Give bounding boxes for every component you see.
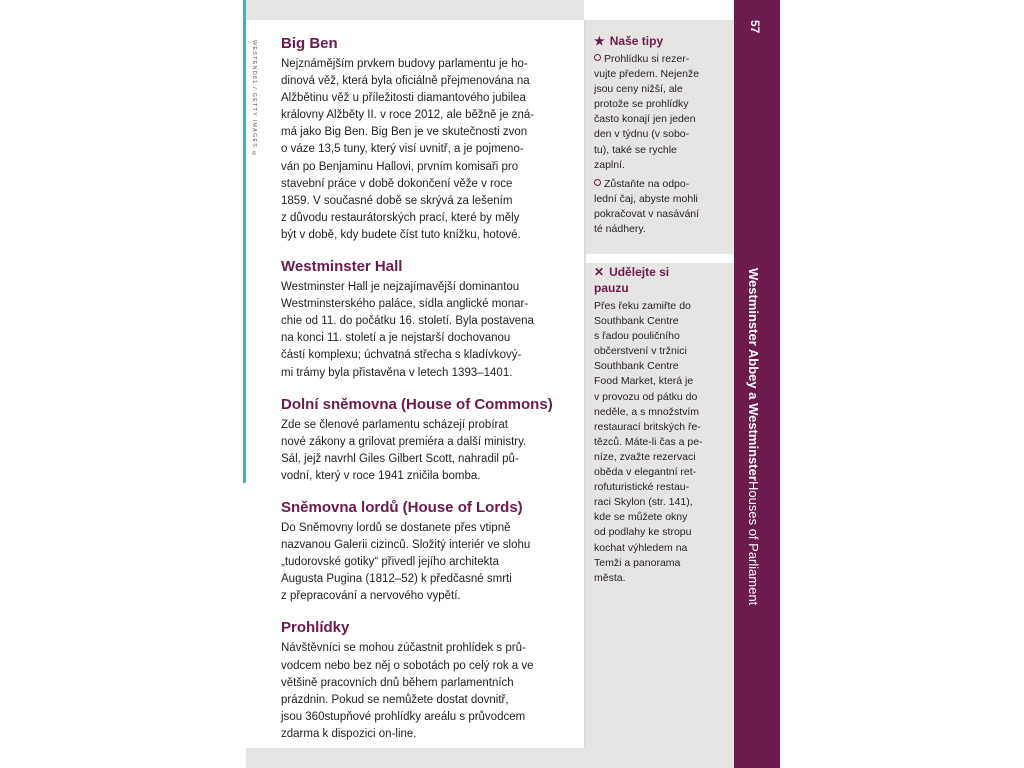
tips-box — [594, 33, 728, 241]
box-separator — [586, 254, 734, 263]
main-column — [281, 34, 581, 756]
page-number: 57 — [748, 20, 762, 34]
section-body — [281, 640, 581, 743]
text-line: lední čaj, abyste mohli — [594, 192, 698, 205]
running-header — [746, 268, 761, 605]
tip-item — [594, 177, 728, 237]
text-line: zdarma k dispozici on-line. — [281, 727, 417, 740]
text-line: rofuturistické restau- — [594, 481, 690, 494]
text-line: „tudorovské gotiky“ přivedl jejího architekta — [281, 556, 499, 569]
text-line: Nejznámějším prvkem budovy parlamentu je ho- — [281, 58, 528, 70]
text-line: má jako Big Ben. Big Ben je ve skutečnosti zvon — [281, 126, 528, 139]
text-line: jsou ceny nižší, ale — [594, 83, 683, 96]
text-line: Do Sněmovny lordů se dostanete přes vtipně — [281, 521, 511, 534]
text-line: prázdnin. Pokud se nemůžete dostat dovnitř, — [281, 693, 509, 706]
text-line: Augusta Pugina (1812–52) k předčasné smrti — [281, 573, 512, 586]
text-line: Southbank Centre — [594, 315, 679, 328]
text-line: den v týdnu (v sobo- — [594, 128, 690, 141]
text-line: chie od 11. do počátku 16. století. Byla postavena — [281, 315, 534, 328]
text-line: stavební práce v době dokončení věže v roce — [281, 177, 513, 190]
section-body — [281, 279, 581, 382]
text-line: nové zákony a grilovat premiéra a další ministry. — [281, 435, 527, 448]
section-heading: Dolní sněmovna (House of Commons) — [281, 395, 553, 413]
pause-text — [594, 299, 728, 586]
section-heading: Westminster Hall — [281, 258, 403, 276]
text-line: tu), také se rychle — [594, 143, 677, 156]
pause-box — [594, 264, 728, 590]
section-heading: Sněmovna lordů (House of Lords) — [281, 498, 523, 516]
text-line: 1859. V současné době se skrývá za lešením — [281, 194, 513, 207]
text-line: kochat výhledem na — [594, 541, 688, 554]
section-body — [281, 520, 581, 605]
text-line: Prohlídku si rezer- — [604, 53, 690, 65]
text-line: s řadou pouličního — [594, 330, 680, 343]
text-line: v provozu od pátku do — [594, 390, 698, 403]
section-body — [281, 417, 581, 485]
text-line: z důvodu restaurátorských prací, které by měly — [281, 211, 520, 224]
text-line: často konají jen jeden — [594, 113, 696, 126]
text-line: raci Skylon (str. 141), — [594, 496, 693, 509]
text-line: být v době, kdy budete číst tuto knížku, hotové. — [281, 228, 521, 241]
text-line: vujte předem. Nejenže — [594, 68, 700, 81]
text-line: tězců. Máte-li čas a pe- — [594, 435, 703, 448]
bullet-icon — [594, 54, 601, 61]
text-line: Westminsterského paláce, sídla anglické monar- — [281, 298, 529, 311]
text-line: Zůstaňte na odpo- — [604, 177, 690, 190]
text-line: té nádhery. — [594, 223, 646, 236]
tips-list — [594, 52, 728, 237]
text-line: Alžbětinu věž u příležitosti diamantového jubilea — [281, 92, 526, 105]
bullet-icon — [594, 179, 601, 186]
tip-item — [594, 52, 728, 173]
pause-heading — [594, 264, 728, 296]
tips-title: Naše tipy — [609, 34, 664, 48]
text-line: od podlahy ke stropu — [594, 526, 692, 539]
text-line: Temži a panorama — [594, 556, 681, 569]
text-line: Přes řeku zamiřte do — [594, 300, 691, 312]
text-line: z přepracování a nervového vypětí. — [281, 590, 461, 603]
text-line: protože se prohlídky — [594, 98, 689, 111]
pause-title-line-1: Udělejte si — [609, 265, 670, 279]
text-line: neděle, a s množstvím — [594, 405, 700, 418]
text-line: vodcem nebo bez něj o sobotách po celý rok a ve — [281, 659, 534, 672]
text-line: níze, zvažte rezervaci — [594, 450, 696, 463]
photo-edge — [243, 0, 246, 483]
fork-knife-icon: ✕ — [594, 265, 605, 279]
star-icon: ★ — [594, 34, 605, 48]
text-line: Southbank Centre — [594, 360, 679, 373]
text-line: jsou 360stupňové prohlídky areálu s průvodcem — [281, 710, 526, 723]
pause-title-line-2: pauzu — [594, 281, 629, 295]
text-line: Sál, jejž navrhl Giles Gilbert Scott, nahradil pů- — [281, 452, 519, 465]
text-line: dinová věž, která byla oficiálně přejmenována na — [281, 75, 530, 88]
section-heading: Big Ben — [281, 35, 338, 52]
text-line: nazvanou Galerii cizinců. Složitý interiér ve slohu — [281, 539, 531, 552]
text-line: částí komplexu; úchvatná střecha s kladívkový- — [281, 349, 522, 362]
text-line: oběda v elegantní ret- — [594, 466, 697, 479]
text-line: kde se můžete okny — [594, 511, 688, 524]
text-line: většině pracovních dnů během parlamentních — [281, 676, 514, 689]
text-line: občerstvení v tržnici — [594, 345, 687, 358]
text-line: pokračovat v nasávání — [594, 207, 700, 220]
text-line: zaplní. — [594, 158, 625, 171]
text-line: na konci 11. století a je nejstarší dochovanou — [281, 332, 511, 345]
text-line: města. — [594, 571, 626, 584]
top-strip — [246, 0, 584, 20]
text-line: Westminster Hall je nejzajímavější dominantou — [281, 281, 520, 294]
text-line: královny Alžběty II. v roce 2012, ale běžně je zná- — [281, 109, 535, 122]
sidebar — [586, 20, 734, 748]
text-line: ván po Benjaminu Hallovi, prvním komisaři pro — [281, 160, 519, 173]
running-title: Westminster Abbey a Westminster — [746, 268, 761, 481]
text-line: restaurací britských ře- — [594, 420, 701, 433]
text-line: vodní, který v roce 1941 zničila bomba. — [281, 469, 481, 482]
text-line: mi trámy byla přistavěna v letech 1393–1401. — [281, 366, 513, 379]
text-line: o váze 13,5 tuny, který visí uvnitř, a je pojmeno- — [281, 143, 524, 156]
chapter-band — [734, 0, 780, 768]
tips-heading — [594, 33, 728, 49]
text-line: Zde se členové parlamentu scházejí probírat — [281, 418, 508, 431]
running-subtitle: Houses of Parliament — [746, 480, 761, 606]
section-heading: Prohlídky — [281, 619, 350, 637]
text-line: Food Market, která je — [594, 375, 694, 388]
section-body — [281, 56, 581, 244]
text-line: Návštěvníci se mohou zúčastnit prohlídek s prů- — [281, 642, 526, 655]
photo-credit: WESTEND61 / GETTY IMAGES © — [251, 40, 257, 159]
